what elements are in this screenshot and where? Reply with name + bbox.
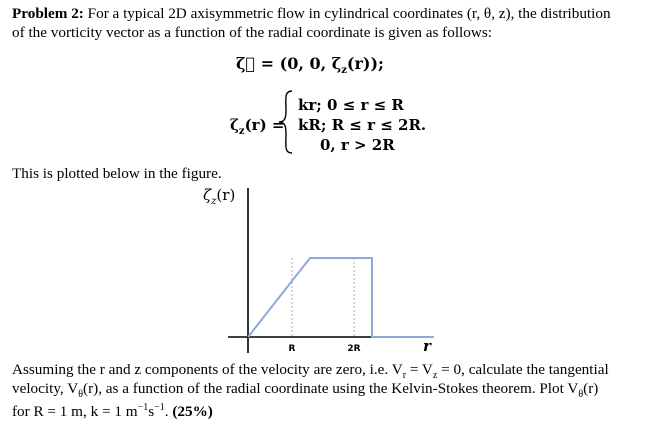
problem-title: Problem 2: [12, 5, 84, 22]
points-label: (25%) [168, 403, 213, 421]
question-line-1: Assuming the r and z components of the velocity are zero, i.e. $V_r = V_z = 0$, calculate the tangential [12, 361, 609, 382]
case-1: kr; 0 ≤ r ≤ R [298, 96, 404, 114]
series-group [248, 258, 434, 337]
vorticity-vector-equation: ζ⃗ = (0, 0, $\zeta_z(r)$); [236, 54, 384, 77]
figure-x-label: r [423, 337, 431, 355]
question-line-2: velocity, $V_\theta(r)$, as a function of the radial coordinate using the Kelvin-Stokes theorem. Plot $V_\theta(r)$ [12, 380, 599, 401]
tick-label-2R: 2R [347, 344, 361, 354]
intro-text-1: For a typical 2D axisymmetric flow in cylindrical coordinates (r, θ, z), the distribution [83, 5, 611, 22]
case-2: kR; R ≤ r ≤ 2R. [298, 116, 427, 134]
question-line-3: for R = 1 m, k = 1 $m^{-1}s^{-1}$. (25%) [12, 402, 213, 421]
piecewise-lhs: $\zeta_z(r)$ = [230, 116, 285, 137]
figure-y-label: $\zeta_z(r)$ [203, 186, 236, 207]
problem-intro-line-2: of the vorticity vector as a function of the radial coordinate is given as follows: [12, 24, 492, 41]
vorticity-series-line [248, 258, 434, 337]
tick-label-R: R [288, 344, 296, 354]
plot-intro: This is plotted below in the figure. [12, 165, 222, 182]
case-3: 0, r > 2R [320, 136, 395, 154]
